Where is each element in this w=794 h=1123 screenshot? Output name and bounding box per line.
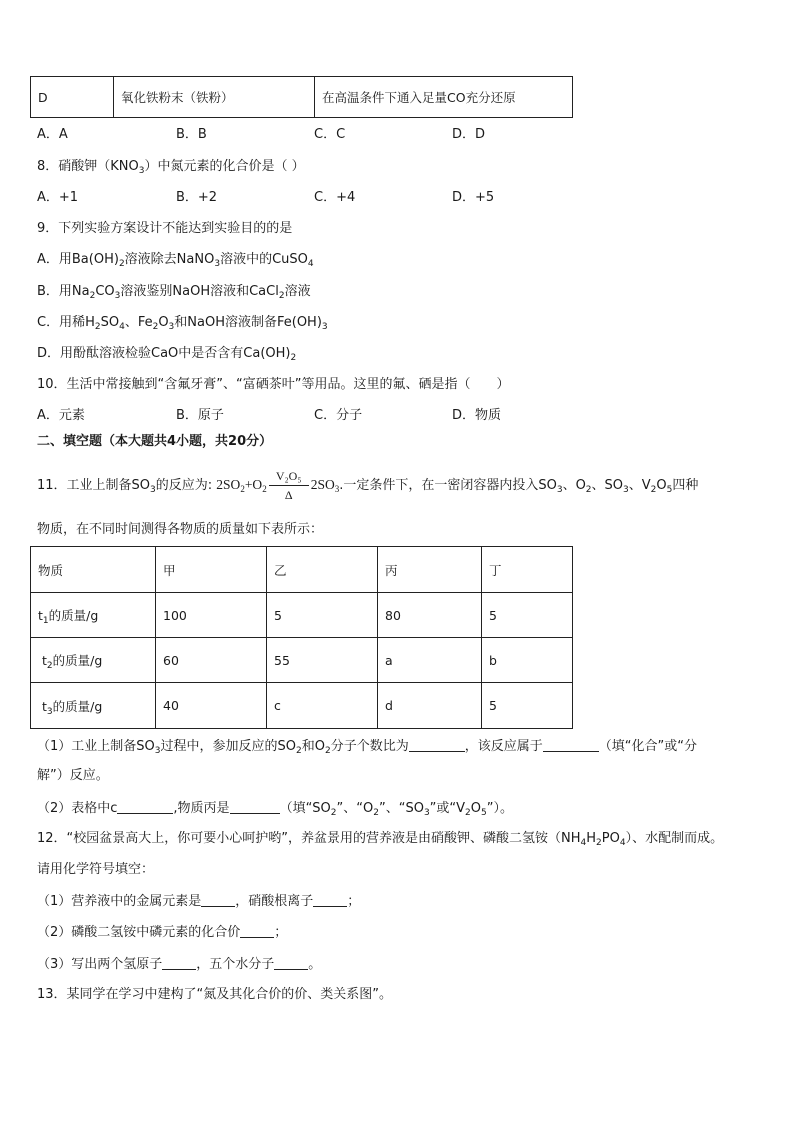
q7-table-row-d bbox=[31, 77, 573, 118]
table-row bbox=[31, 638, 573, 683]
answer-blank[interactable] bbox=[162, 956, 196, 970]
table-cell: 5 bbox=[482, 593, 573, 638]
table-cell: 5 bbox=[267, 593, 378, 638]
table-cell: a bbox=[378, 638, 482, 683]
q11-mass-table bbox=[30, 546, 573, 729]
answer-blank[interactable] bbox=[274, 956, 308, 970]
q11-part1: （1）工业上制备$SO_3$过程中，参加反应的$SO_2$和$O_2$分子个数比为 ，该反应属于 （填“化合”或“分 bbox=[37, 739, 697, 756]
q10-option-b[interactable]: B．原子 bbox=[176, 408, 224, 423]
table-cell: 80 bbox=[378, 593, 482, 638]
answer-blank[interactable] bbox=[240, 924, 274, 938]
q7-substance-cell: 氧化铁粉末（铁粉） bbox=[114, 77, 315, 118]
q12-part3: （3）写出两个氢原子 ，五个水分子 。 bbox=[37, 957, 322, 972]
q10-stem: 10．生活中常接触到“含氟牙膏”、“富硒茶叶”等用品。这里的氟、硒是指（ ） bbox=[37, 377, 510, 392]
answer-blank[interactable] bbox=[117, 800, 173, 814]
table-row bbox=[31, 683, 573, 729]
table-header-cell: 丙 bbox=[378, 547, 482, 593]
q7-option-a[interactable]: A．A bbox=[37, 127, 68, 142]
q8-option-c[interactable]: C．+4 bbox=[314, 190, 356, 205]
q7-option-cell: D bbox=[31, 77, 114, 118]
q11-equation: $2SO_2+O_2$ $\frac{\text{V₂O₅}}{\Delta}$ $2SO_3$ bbox=[216, 468, 340, 502]
q9-option-c[interactable]: C．用稀$H_2SO_4$、$Fe_2O_3$和NaOH溶液制备$Fe(OH)_3$ bbox=[37, 315, 328, 332]
table-cell: d bbox=[378, 683, 482, 729]
table-header-cell: 甲 bbox=[156, 547, 267, 593]
q13-stem: 13．某同学在学习中建构了“氮及其化合价的价、类关系图”。 bbox=[37, 987, 393, 1002]
answer-blank[interactable] bbox=[543, 738, 599, 752]
answer-blank[interactable] bbox=[313, 893, 347, 907]
q7-option-d[interactable]: D．D bbox=[452, 127, 486, 142]
section-2-heading: 二、填空题（本大题共4小题，共20分） bbox=[37, 434, 273, 449]
q11-part1-line2: 解”）反应。 bbox=[37, 768, 109, 783]
table-cell: b bbox=[482, 638, 573, 683]
table-cell: 60 bbox=[156, 638, 267, 683]
q11-line2: 物质，在不同时间测得各物质的质量如下表所示： bbox=[37, 522, 324, 537]
table-row-label: $t_2$的质量/g bbox=[31, 638, 156, 683]
table-header-cell: 乙 bbox=[267, 547, 378, 593]
q11-heat-symbol: Δ bbox=[284, 487, 293, 502]
q7-method-cell: 在高温条件下通入足量CO充分还原 bbox=[315, 77, 573, 118]
q9-option-a[interactable]: A．用$Ba(OH)_2$溶液除去NaNO$_3$溶液中的CuSO$_4$ bbox=[37, 252, 314, 269]
table-cell: 100 bbox=[156, 593, 267, 638]
table-header-row bbox=[31, 547, 573, 593]
q9-option-d[interactable]: D．用酚酞溶液检验CaO中是否含有$Ca(OH)_2$ bbox=[37, 346, 297, 363]
table-cell: 5 bbox=[482, 683, 573, 729]
q9-option-b[interactable]: B．用$Na_2CO_3$溶液鉴别NaOH溶液和CaCl$_2$溶液 bbox=[37, 284, 311, 301]
q11-intro: 11．工业上制备$SO_3$的反应为: $2SO_2+O_2$ $\frac{\text{V₂O₅}}{\Delta}$ $2SO_3$.一定条件下，在一密闭容器内投入$SO_3$、$O_2$、$SO_3$、$V_2O_5$四种 bbox=[37, 468, 699, 502]
answer-blank[interactable] bbox=[409, 738, 465, 752]
q8-stem: 8．硝酸钾$(KNO_3)$中氮元素的化合价是（ ） bbox=[37, 159, 305, 176]
q10-option-a[interactable]: A．元素 bbox=[37, 408, 85, 423]
table-row-label: $t_3$的质量/g bbox=[31, 683, 156, 729]
answer-blank[interactable] bbox=[201, 893, 235, 907]
q12-intro: 12．“校园盆景高大上，你可要小心呵护哟”，养盆景用的营养液是由硝酸钾、磷酸二氢铵$(NH_4H_2PO_4)$、水配制而成。 bbox=[37, 831, 724, 848]
table-row-label: $t_1$的质量/g bbox=[31, 593, 156, 638]
q7-table bbox=[30, 76, 573, 118]
q11-catalyst: V₂O₅ bbox=[275, 468, 302, 483]
q7-option-c[interactable]: C．C bbox=[314, 127, 346, 142]
table-cell: 40 bbox=[156, 683, 267, 729]
q12-part2: （2）磷酸二氢铵中磷元素的化合价 ； bbox=[37, 925, 288, 940]
table-header-cell: 物质 bbox=[31, 547, 156, 593]
q12-line2: 请用化学符号填空： bbox=[37, 862, 155, 877]
q11-reaction-arrow bbox=[269, 469, 309, 503]
answer-blank[interactable] bbox=[230, 800, 280, 814]
table-header-cell: 丁 bbox=[482, 547, 573, 593]
q8-option-d[interactable]: D．+5 bbox=[452, 190, 495, 205]
q8-option-a[interactable]: A．+1 bbox=[37, 190, 79, 205]
table-cell: c bbox=[267, 683, 378, 729]
q12-part1: （1）营养液中的金属元素是 ，硝酸根离子 ； bbox=[37, 894, 361, 909]
q9-stem: 9．下列实验方案设计不能达到实验目的的是 bbox=[37, 221, 293, 236]
q8-option-b[interactable]: B．+2 bbox=[176, 190, 218, 205]
q7-option-b[interactable]: B．B bbox=[176, 127, 207, 142]
q11-part2: （2）表格中c ,物质丙是 （填“$SO_2$”、“$O_2$”、“$SO_3$”或“$V_2O_5$”）。 bbox=[37, 801, 513, 818]
table-row bbox=[31, 593, 573, 638]
q10-option-d[interactable]: D．物质 bbox=[452, 408, 502, 423]
q10-option-c[interactable]: C．分子 bbox=[314, 408, 363, 423]
table-cell: 55 bbox=[267, 638, 378, 683]
